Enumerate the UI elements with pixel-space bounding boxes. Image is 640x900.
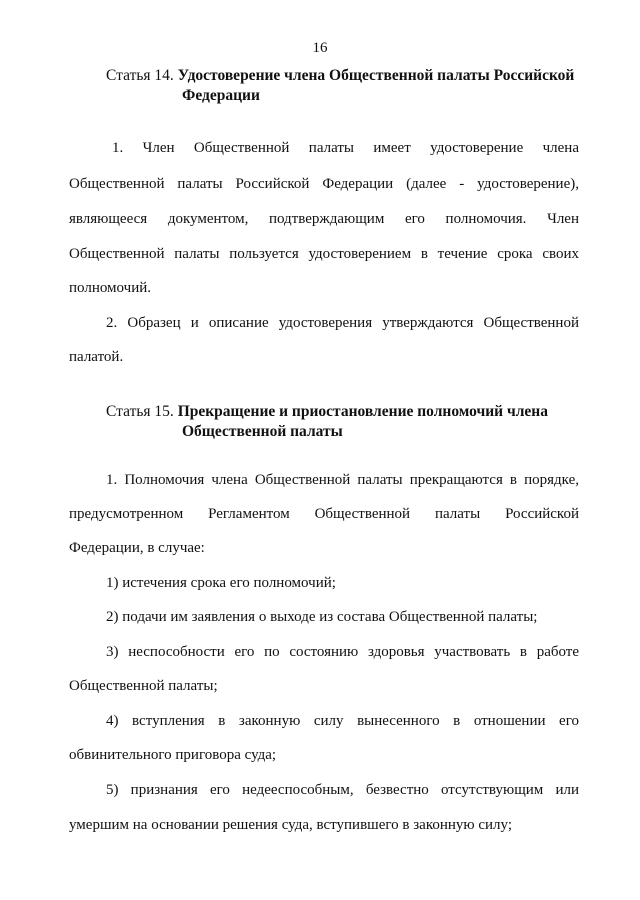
article-14-line-3: являющееся документом, подтверждающим его полномочия. Член [69,211,579,227]
article-14-prefix: Статья 14. [106,67,174,84]
article-15-item-2: 2) подачи им заявления о выходе из состава Общественной палаты; [106,609,538,625]
article-15-item-5: 5) признания его недееспособным, безвестно отсутствующим или [106,782,579,798]
article-14-title-line2: Федерации [182,87,260,104]
article-14-line-1: 1. Член Общественной палаты имеет удостоверение члена [112,140,579,156]
article-15-item-3: 3) неспособности его по состоянию здоровья участвовать в работе [106,644,579,660]
article-15-item-5-cont: умершим на основании решения суда, вступившего в законную силу; [69,817,512,833]
article-15-item-1: 1) истечения срока его полномочий; [106,575,336,591]
article-14-heading [106,66,574,106]
article-15-line-3: Федерации, в случае: [69,540,205,556]
article-14-line-2: Общественной палаты Российской Федерации (далее - удостоверение), [69,176,579,192]
article-14-line-6: 2. Образец и описание удостоверения утверждаются Общественной [106,315,579,331]
article-14-line-4: Общественной палаты пользуется удостоверением в течение срока своих [69,246,579,262]
article-15-line-2: предусмотренном Регламентом Общественной палаты Российской [69,506,579,522]
article-15-item-3-cont: Общественной палаты; [69,678,218,694]
page-number: 16 [312,40,328,56]
article-15-heading [106,402,548,442]
article-15-item-4: 4) вступления в законную силу вынесенного в отношении его [106,713,579,729]
article-14-title-line1: Удостоверение члена Общественной палаты Российской [177,67,575,84]
article-15-title-line1: Прекращение и приостановление полномочий члена [177,403,548,420]
article-15-title-line2: Общественной палаты [182,423,343,440]
article-15-item-4-cont: обвинительного приговора суда; [69,747,277,763]
article-15-line-1: 1. Полномочия члена Общественной палаты прекращаются в порядке, [106,472,579,488]
article-14-line-7: палатой. [69,349,124,365]
article-14-line-5: полномочий. [69,280,152,296]
article-15-prefix: Статья 15. [106,403,174,420]
